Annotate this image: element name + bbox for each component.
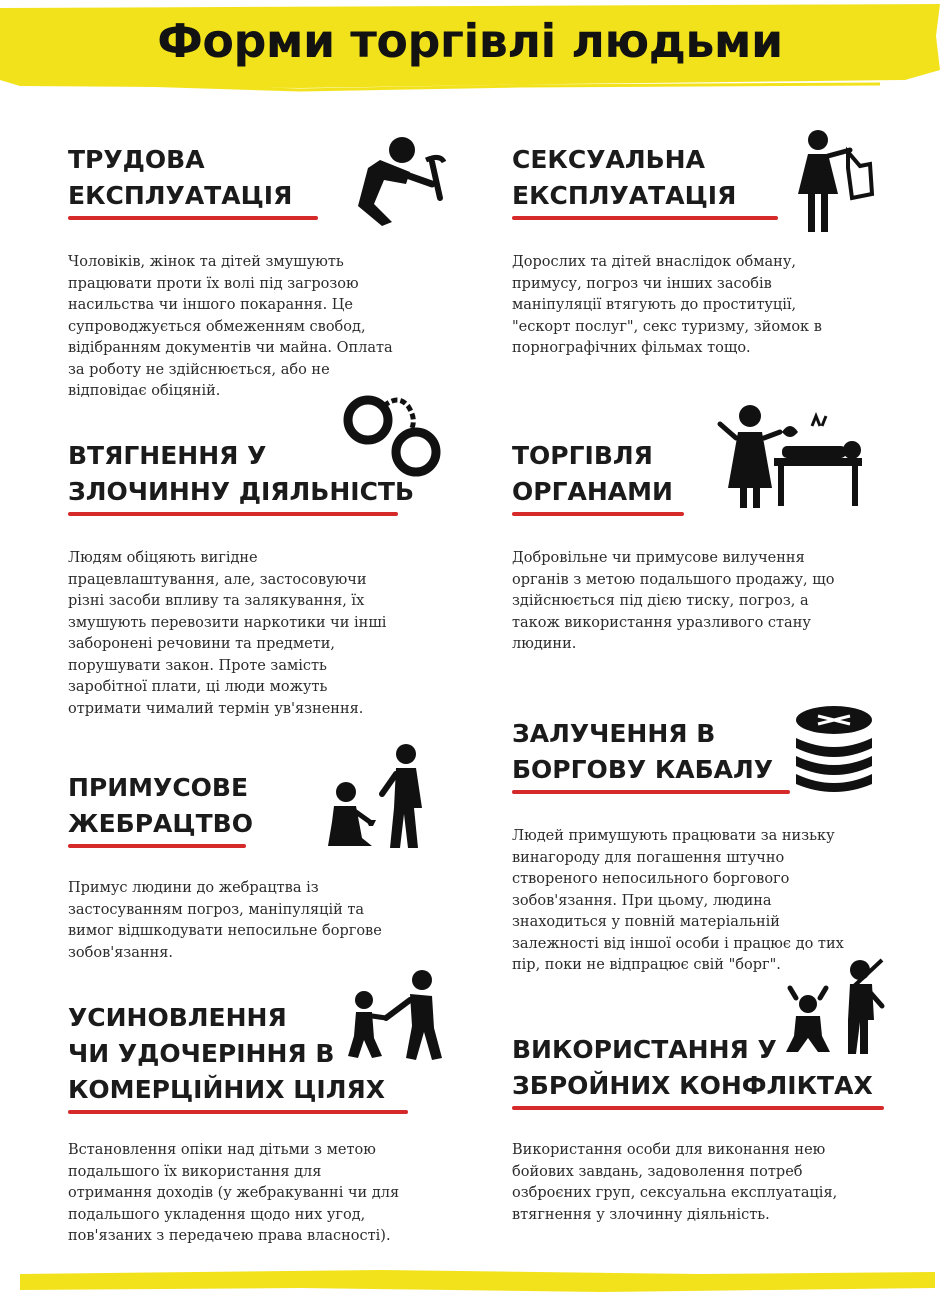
section-labor-text (68, 252, 448, 403)
coin-stack-icon (786, 700, 882, 800)
heading-underline (512, 790, 790, 794)
section-heading: СЕКСУАЛЬНА ЕКСПЛУАТАЦІЯ (512, 145, 737, 210)
section-heading: ТОРГІВЛЯ ОРГАНАМИ (512, 441, 673, 506)
section-body: Чоловіків, жінок та дітей змушують працювати проти їх волі під загрозою насильства чи іншого покарання. Це супроводжується обмеженням свобод, відібранням документів чи майна. Оплата за роботу не здійснюється, або не відповідає обіцяній. (68, 254, 393, 399)
heading-underline (512, 512, 684, 516)
title-banner (0, 0, 940, 96)
heading-underline (68, 216, 318, 220)
section-heading: ТРУДОВА ЕКСПЛУАТАЦІЯ (68, 145, 293, 210)
section-body: Людей примушують працювати за низьку винагороду для погашення штучно створеного непосильного боргового зобов'язання. При цьому, людина знаходиться у повній матеріальній залежності від іншої особи і працює до тих пір, поки не відпрацює свій "борг". (512, 828, 844, 973)
section-adoption-text (68, 1140, 458, 1248)
surgeon-patient-icon (716, 402, 866, 512)
heading-underline (68, 512, 398, 516)
section-begging-text (68, 878, 448, 964)
section-body: Дорослих та дітей внаслідок обману, примусу, погроз чи інших засобів маніпуляції втягують до проституції, "ескорт послуг", секс туризму, зйомок в порнографічних фільмах тощо. (512, 254, 822, 356)
section-body: Примус людини до жебрацтва із застосуванням погроз, маніпуляцій та вимог відшкодувати непосильне боргове зобов'язання. (68, 880, 382, 961)
heading-underline (512, 216, 778, 220)
bottom-brush-stroke (0, 1268, 940, 1294)
woman-price-tag-icon (790, 128, 880, 238)
soldier-captive-icon (782, 958, 892, 1058)
section-body: Використання особи для виконання нею бойових завдань, задоволення потреб озброєних груп, сексуальна експлуатація, втягнення у злочинну діяльність. (512, 1142, 838, 1223)
section-body: Встановлення опіки над дітьми з метою подальшого їх використання для отримання доходів (у жебракуванні чи для подальшого укладення щодо них угод, пов'язаних з передачею права власності). (68, 1142, 400, 1244)
adult-pulling-child-icon (346, 968, 446, 1064)
worker-pickaxe-icon (340, 132, 460, 228)
section-organs-text (512, 548, 892, 656)
heading-underline (68, 1110, 408, 1114)
section-body: Добровільне чи примусове вилучення органів з метою подальшого продажу, що здійснюється під дією тиску, погроз, а також використання уразливого стану людини. (512, 550, 835, 652)
section-heading: ВИКОРИСТАННЯ У ЗБРОЙНИХ КОНФЛІКТАХ (512, 1035, 873, 1100)
heading-underline (68, 844, 246, 848)
section-armed-text (512, 1140, 892, 1226)
heading-underline (512, 1106, 884, 1110)
handcuffs-icon (340, 386, 450, 486)
page-title: Форми торгівлі людьми (157, 14, 783, 68)
section-heading: ВТЯГНЕННЯ У ЗЛОЧИННУ ДІЯЛЬНІСТЬ (68, 441, 415, 506)
section-heading: ЗАЛУЧЕННЯ В БОРГОВУ КАБАЛУ (512, 719, 774, 784)
section-body: Людям обіцяють вигідне працевлаштування, але, застосовуючи різні засоби впливу та залякування, їх змушують перевозити наркотики чи інші заборонені речовини та предмети, порушувати закон. Проте замість заробітної плати, ці люди можуть отримати чималий термін ув'язнення. (68, 550, 387, 717)
section-sexual-text (512, 252, 892, 360)
section-crime-text (68, 548, 448, 720)
beggar-passerby-icon (322, 742, 442, 852)
section-heading: УСИНОВЛЕННЯ ЧИ УДОЧЕРІННЯ В КОМЕРЦІЙНИХ ЦІЛЯХ (68, 1003, 385, 1104)
section-debt-text (512, 826, 892, 977)
section-heading: ПРИМУСОВЕ ЖЕБРАЦТВО (68, 773, 253, 838)
